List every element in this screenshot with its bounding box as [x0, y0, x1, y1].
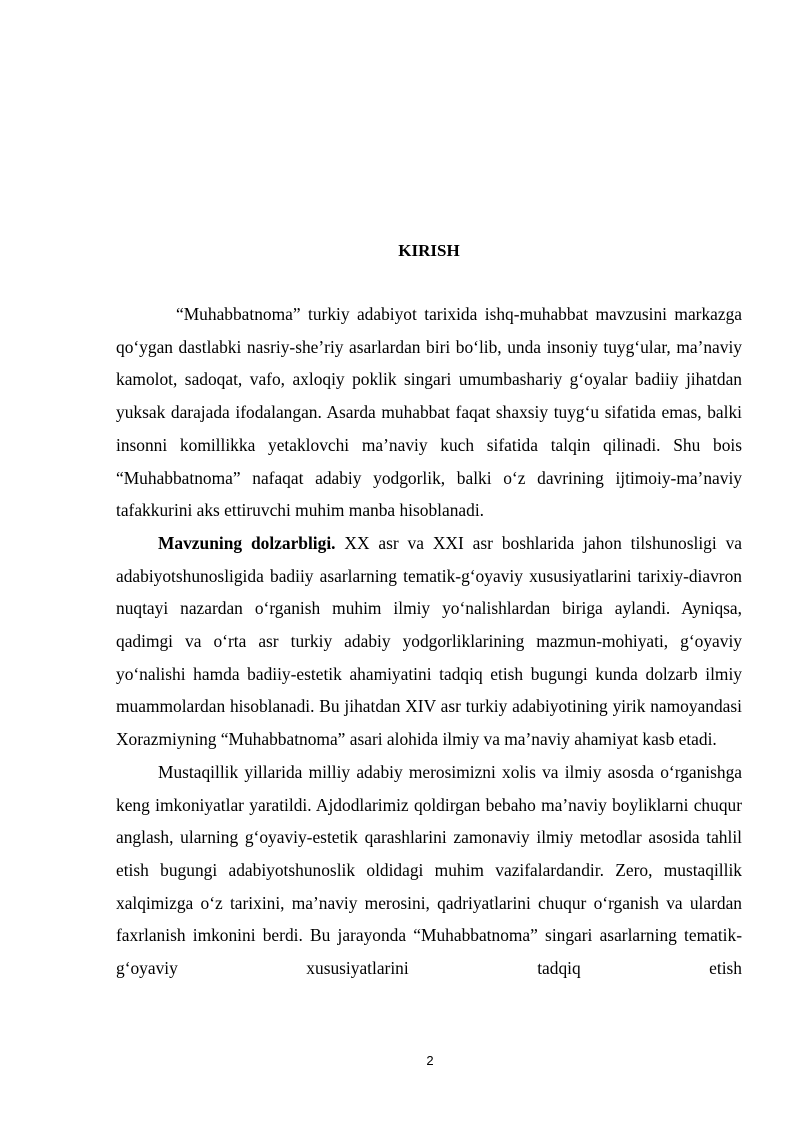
section-title: KIRISH	[398, 241, 460, 260]
paragraph-relevance	[116, 527, 742, 756]
relevance-text: XX asr va XXI asr boshlarida jahon tilshunosligi va adabiyotshunosligida badiiy asarlarning tematik-g‘oyaviy xususiyatlarini tarixiy-diavron nuqtayi nazardan o‘rganish muhim ilmiy yo‘nalishlardan biriga aylandi. Ayniqsa, qadimgi va o‘rta asr turkiy adabiy yodgorliklarining mazmun-mohiyati, g‘oyaviy yo‘nalishi hamda badiiy-estetik ahamiyatini tadqiq etish bugungi kunda dolzarb ilmiy muammolardan hisoblanadi. Bu jihatdan XIV asr turkiy adabiyotining yirik namoyandasi Xorazmiyning “Muhabbatnoma” asari alohida ilmiy va ma’naviy ahamiyat kasb etadi.	[116, 532, 742, 750]
body-text	[116, 298, 742, 985]
paragraph-intro: “Muhabbatnoma” turkiy adabiyot tarixida ishq-muhabbat mavzusini markazga qo‘ygan dastlabki nasriy-she’riy asarlardan biri bo‘lib, unda insoniy tuyg‘ular, ma’naviy kamolot, sadoqat, vafo, axloqiy poklik singari umumbashariy g‘oyalar badiiy jihatdan yuksak darajada ifodalangan. Asarda muhabbat faqat shaxsiy tuyg‘u sifatida emas, balki insonni komillikka yetaklovchi ma’naviy kuch sifatida talqin qilinadi. Shu bois “Muhabbatnoma” nafaqat adabiy yodgorlik, balki o‘z davrining ijtimoiy-ma’naviy tafakkurini aks ettiruvchi muhim manba hisoblanadi.	[116, 304, 742, 521]
page-number: 2	[426, 1053, 434, 1068]
relevance-heading: Mavzuning dolzarbligi.	[158, 532, 336, 553]
paragraph-independence: Mustaqillik yillarida milliy adabiy merosimizni xolis va ilmiy asosda o‘rganishga keng imkoniyatlar yaratildi. Ajdodlarimiz qoldirgan bebaho ma’naviy boyliklarni chuqur anglash, ularning g‘oyaviy-estetik qarashlarini zamonaviy ilmiy metodlar asosida tahlil etish bugungi adabiyotshunoslik oldidagi muhim vazifalardandir. Zero, mustaqillik xalqimizga o‘z tarixini, ma’naviy merosini, qadriyatlarini chuqur o‘rganish va ulardan faxrlanish imkonini berdi. Bu jarayonda “Muhabbatnoma” singari asarlarning tematik-g‘oyaviy xususiyatlarini tadqiq etish	[116, 761, 742, 979]
